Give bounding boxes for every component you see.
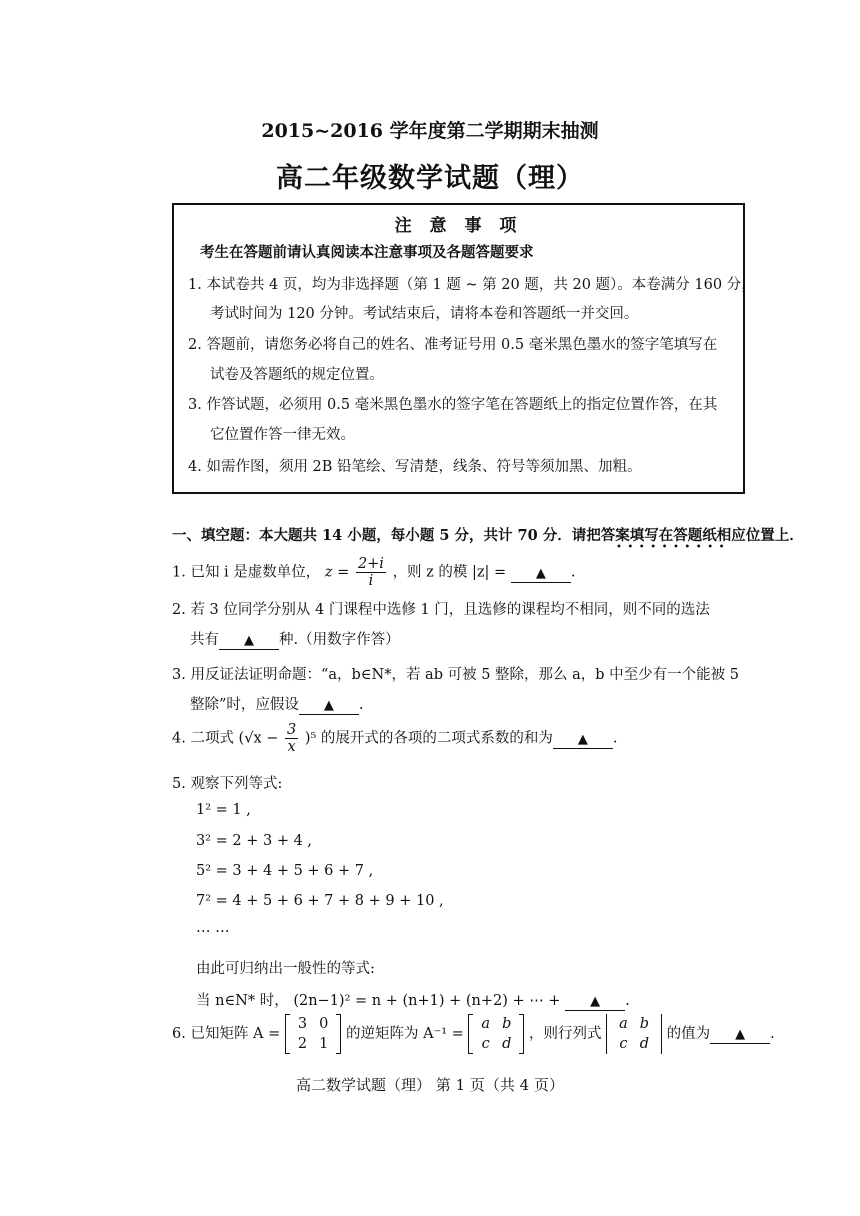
blank-marker-icon: ▲ [577, 731, 588, 747]
q5-equation-3: 5² = 3 + 4 + 5 + 6 + 7 , [196, 863, 374, 879]
page-footer: 高二数学试题（理） 第 1 页（共 4 页） [296, 1076, 564, 1094]
matrix-a-cell: 3 [297, 1016, 308, 1032]
q5-equation-4: 7² = 4 + 5 + 6 + 7 + 8 + 9 + 10 , [196, 893, 444, 909]
matrix-inverse-cell: c [481, 1036, 490, 1052]
q6-answer-blank[interactable] [710, 1026, 770, 1044]
q6-text-c: ，则行列式 [528, 1026, 602, 1042]
q4-numerator: 3 [287, 722, 297, 738]
q6-text-a: 6. 已知矩阵 A = [172, 1026, 281, 1042]
exam-title: 高二年级数学试题（理） [276, 163, 584, 194]
notice-title: 注 意 事 项 [394, 216, 523, 236]
q6-text-d: 的值为 [666, 1026, 711, 1042]
q4-answer-blank[interactable] [553, 731, 613, 749]
determinant-cell: b [639, 1016, 650, 1032]
notice-item-1-line-1: 1. 本试卷共 4 页，均为非选择题（第 1 题 ~ 第 20 题，共 20 题）。本卷满分 160 分， [188, 277, 756, 293]
emphasis-dots: •••••••••• [616, 542, 730, 553]
q5-equation-1: 1² = 1 , [196, 802, 251, 818]
q1-text-a: 1. 已知 i 是虚数单位， [172, 564, 321, 581]
q6-end: . [770, 1026, 775, 1042]
q3-text-a: 整除”时，应假设 [190, 697, 299, 713]
q2-answer-blank[interactable] [219, 632, 279, 650]
q1-fraction [356, 556, 386, 589]
q3-end: . [358, 697, 364, 713]
matrix-a [285, 1014, 341, 1054]
q1-numerator: 2+i [357, 556, 384, 572]
determinant-cell: a [619, 1016, 628, 1032]
notice-item-3-line-2: 它位置作答一律无效。 [210, 427, 355, 443]
matrix-inverse-cell: d [502, 1036, 512, 1052]
notice-item-2-line-2: 试卷及答题纸的规定位置。 [210, 367, 384, 383]
question-2-line-2 [190, 628, 400, 650]
q5-general-formula [196, 989, 630, 1011]
matrix-inverse-cell: b [502, 1016, 512, 1032]
determinant-cell: c [619, 1036, 628, 1052]
q5-answer-blank[interactable] [565, 993, 625, 1011]
question-4 [172, 722, 618, 755]
question-3-line-1: 3. 用反证法证明命题：“a，b∈N*，若 ab 可被 5 整除，那么 a，b 中至少有一个能被 5 [172, 667, 740, 683]
blank-marker-icon: ▲ [323, 698, 334, 713]
determinant-cell: d [639, 1036, 650, 1052]
notice-item-4: 4. 如需作图，须用 2B 铅笔绘、写清楚，线条、符号等须加黑、加粗。 [188, 459, 642, 475]
q5-formula-text: 当 n∈N* 时， (2n−1)² = n + (n+1) + (n+2) + ⋯ + [196, 993, 561, 1009]
q1-denominator: i [368, 573, 374, 589]
notice-box [172, 203, 756, 494]
blank-marker-icon: ▲ [735, 1027, 746, 1042]
q5-end: . [625, 993, 630, 1009]
notice-item-2-line-1: 2. 答题前，请您务必将自己的姓名、准考证号用 0.5 毫米黑色墨水的签字笔填写在 [188, 337, 718, 353]
blank-marker-icon: ▲ [244, 633, 254, 648]
matrix-a-cell: 1 [319, 1036, 329, 1052]
q5-ellipsis: … … [196, 920, 230, 936]
q1-end: . [570, 564, 576, 581]
q6-text-b: 的逆矩阵为 A⁻¹ = [345, 1026, 464, 1042]
question-5-intro: 5. 观察下列等式: [172, 776, 283, 792]
q1-z: z = [324, 564, 350, 581]
matrix-a-cell: 0 [319, 1016, 329, 1032]
notice-subtitle: 考生在答题前请认真阅读本注意事项及各题答题要求 [200, 244, 534, 261]
notice-item-1-line-2: 考试时间为 120 分钟。考试结束后，请将本卷和答题纸一并交回。 [210, 306, 639, 322]
q5-conclusion: 由此可归纳出一般性的等式: [196, 961, 375, 977]
matrix-inverse-cell: a [481, 1016, 491, 1032]
q4-fraction [285, 722, 298, 755]
matrix-inverse [468, 1014, 524, 1054]
question-1 [172, 556, 575, 589]
q5-equation-2: 3² = 2 + 3 + 4 , [196, 833, 313, 849]
question-3-line-2 [190, 693, 364, 715]
q1-answer-blank[interactable] [511, 565, 571, 583]
q3-answer-blank[interactable] [299, 697, 359, 715]
blank-marker-icon: ▲ [535, 565, 546, 581]
section-heading: 一、填空题：本大题共 14 小题，每小题 5 分，共计 70 分．请把答案填写在答题纸相应位置上． [172, 527, 804, 544]
q2-text-b: 种.（用数字作答） [279, 632, 400, 648]
q4-text-b: )⁵ 的展开式的各项的二项式系数的和为 [304, 730, 553, 747]
question-2-line-1: 2. 若 3 位同学分别从 4 门课程中选修 1 门，且选修的课程均不相同，则不同的选法 [172, 602, 710, 618]
q4-denominator: x [287, 739, 296, 755]
determinant [606, 1014, 662, 1054]
exam-term: 2015~2016 学年度第二学期期末抽测 [261, 120, 599, 142]
q4-text-a: 4. 二项式 (√x − [172, 730, 279, 747]
q2-text-a: 共有 [190, 632, 219, 648]
notice-item-3-line-1: 3. 作答试题，必须用 0.5 毫米黑色墨水的签字笔在答题纸上的指定位置作答，在其 [188, 397, 718, 413]
question-6 [172, 1014, 775, 1054]
q1-text-b: ，则 z 的模 |z| = [392, 564, 507, 581]
blank-marker-icon: ▲ [590, 994, 601, 1009]
q4-end: . [612, 730, 618, 747]
matrix-a-cell: 2 [297, 1036, 308, 1052]
